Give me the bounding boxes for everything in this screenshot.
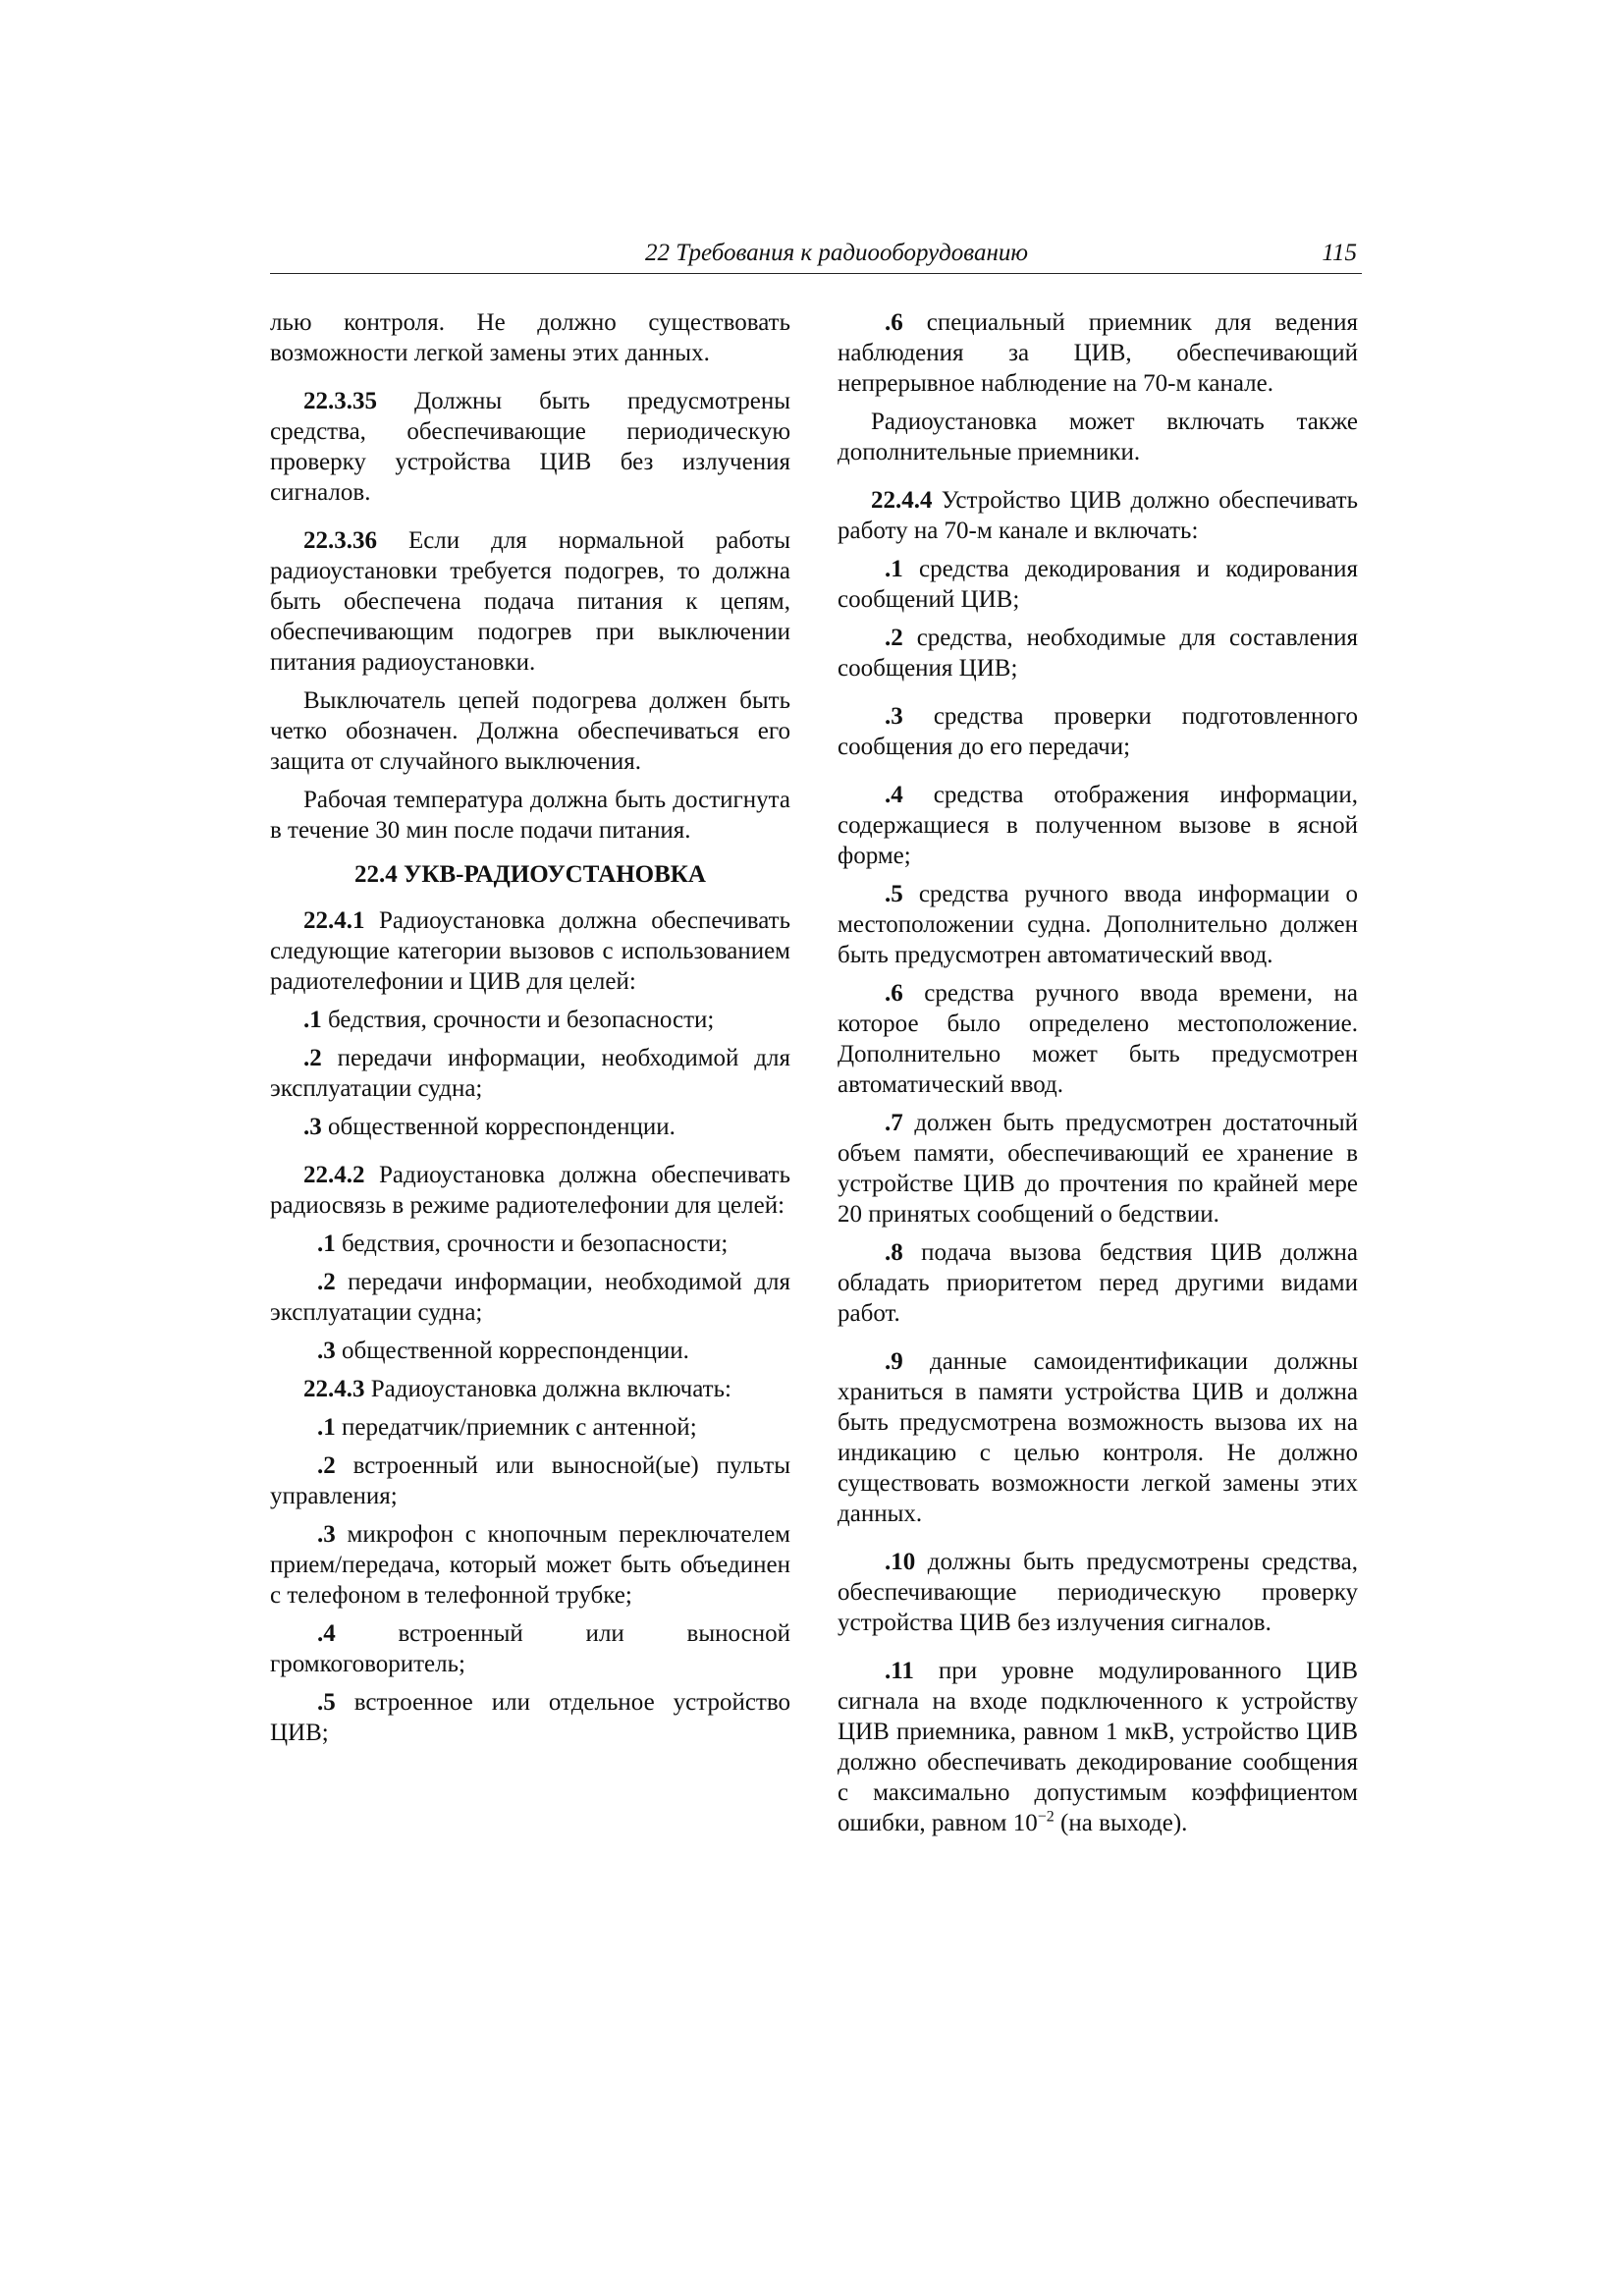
clause-number: 22.3.36 bbox=[303, 527, 377, 554]
list-item: .6 средства ручного ввода времени, на которое было определено местоположение. Дополнительно может быть предусмотрен автоматический ввод. bbox=[838, 980, 1358, 1098]
paragraph: Выключатель цепей подогрева должен быть четко обозначен. Должна обеспечиваться его защита от случайного выключения. bbox=[270, 687, 790, 775]
list-item: .4 встроенный или выносной громкоговоритель; bbox=[270, 1620, 790, 1677]
list-item: .5 встроенное или отдельное устройство ЦИВ; bbox=[270, 1689, 790, 1746]
list-item: .2 передачи информации, необходимой для эксплуатации судна; bbox=[270, 1045, 790, 1102]
clause-number: 22.4.4 bbox=[871, 487, 933, 514]
clause-number: 22.3.35 bbox=[303, 388, 377, 414]
right-column bbox=[838, 307, 1358, 1846]
clause-22-4-3: 22.4.3 Радиоустановка должна включать: bbox=[303, 1376, 731, 1402]
clause-number: 22.4.1 bbox=[303, 907, 365, 934]
paragraph: Радиоустановка может включать также дополнительные приемники. bbox=[838, 409, 1358, 465]
list-item: .3 общественной корреспонденции. bbox=[303, 1114, 676, 1140]
left-column bbox=[270, 307, 790, 1756]
page-number: 115 bbox=[1322, 240, 1357, 266]
list-item: .4 средства отображения информации, содержащиеся в полученном вызове в ясной форме; bbox=[838, 782, 1358, 869]
paragraph: Рабочая температура должна быть достигнута в течение 30 мин после подачи питания. bbox=[270, 787, 790, 844]
list-item: .6 специальный приемник для ведения наблюдения за ЦИВ, обеспечивающий непрерывное наблюдение на 70-м канале. bbox=[838, 309, 1358, 397]
list-item: .1 бедствия, срочности и безопасности; bbox=[317, 1230, 729, 1257]
list-item: .9 данные самоидентификации должны храниться в памяти устройства ЦИВ и должна быть предусмотрена возможность вызова их на индикацию с целью контроля. Не должно существовать возможности легкой замены этих данных. bbox=[838, 1348, 1358, 1527]
section-heading: 22.4 УКВ-РАДИОУСТАНОВКА bbox=[354, 861, 706, 888]
clause-number: 22.4.2 bbox=[303, 1162, 365, 1188]
exponent-power: −2 bbox=[1037, 1808, 1055, 1826]
clause-22-4-4: 22.4.4 Устройство ЦИВ должно обеспечивать работу на 70-м канале и включать: bbox=[838, 487, 1358, 544]
list-item: .2 средства, необходимые для составления сообщения ЦИВ; bbox=[838, 625, 1358, 682]
list-item: .8 подача вызова бедствия ЦИВ должна обладать приоритетом перед другими видами работ. bbox=[838, 1239, 1358, 1327]
list-item: .3 общественной корреспонденции. bbox=[317, 1338, 689, 1364]
running-header bbox=[270, 240, 1362, 274]
clause-number: 22.4.3 bbox=[303, 1376, 365, 1402]
list-item: .10 должны быть предусмотрены средства, обеспечивающие периодическую проверку устройства ЦИВ без излучения сигналов. bbox=[838, 1549, 1358, 1636]
list-item: .7 должен быть предусмотрен достаточный объем памяти, обеспечивающий ее хранение в устройстве ЦИВ до прочтения по крайней мере 20 принятых сообщений о бедствии. bbox=[838, 1110, 1358, 1228]
clause-22-4-2: 22.4.2 Радиоустановка должна обеспечивать радиосвязь в режиме радиотелефонии для целей: bbox=[270, 1162, 790, 1219]
clause-22-3-35: 22.3.35 Должны быть предусмотрены средства, обеспечивающие периодическую проверку устройства ЦИВ без излучения сигналов. bbox=[270, 388, 790, 506]
list-item: .3 микрофон с кнопочным переключателем прием/передача, который может быть объединен с телефоном в телефонной трубке; bbox=[270, 1521, 790, 1609]
list-item: .11 при уровне модулированного ЦИВ сигнала на входе подключенного к устройству ЦИВ приемника, равном 1 мкВ, устройство ЦИВ должно обеспечивать декодирование сообщения с максимально допустимым коэффициентом ошибки, равном $10^{-2}$ (на выходе). bbox=[838, 1658, 1358, 1836]
list-item: .3 средства проверки подготовленного сообщения до его передачи; bbox=[838, 703, 1358, 760]
paragraph: лью контроля. Не должно существовать возможности легкой замены этих данных. bbox=[270, 309, 790, 366]
clause-22-4-1: 22.4.1 Радиоустановка должна обеспечивать следующие категории вызовов с использованием радиотелефонии и ЦИВ для целей: bbox=[270, 907, 790, 995]
list-item: .1 средства декодирования и кодирования сообщений ЦИВ; bbox=[838, 556, 1358, 613]
list-item: .5 средства ручного ввода информации о местоположении судна. Дополнительно должен быть предусмотрен автоматический ввод. bbox=[838, 881, 1358, 968]
clause-22-3-36: 22.3.36 Если для нормальной работы радиоустановки требуется подогрев, то должна быть обеспечена подача питания к цепям, обеспечивающим подогрев при выключении питания радиоустановки. bbox=[270, 527, 790, 676]
header-title: 22 Требования к радиооборудованию bbox=[644, 240, 1028, 266]
exponent-base: 10 bbox=[1012, 1810, 1038, 1836]
list-item: .1 бедствия, срочности и безопасности; bbox=[303, 1007, 715, 1033]
list-item: .1 передатчик/приемник с антенной; bbox=[317, 1414, 697, 1441]
list-item: .2 встроенный или выносной(ые) пульты управления; bbox=[270, 1452, 790, 1509]
list-item: .2 передачи информации, необходимой для эксплуатации судна; bbox=[270, 1269, 790, 1326]
